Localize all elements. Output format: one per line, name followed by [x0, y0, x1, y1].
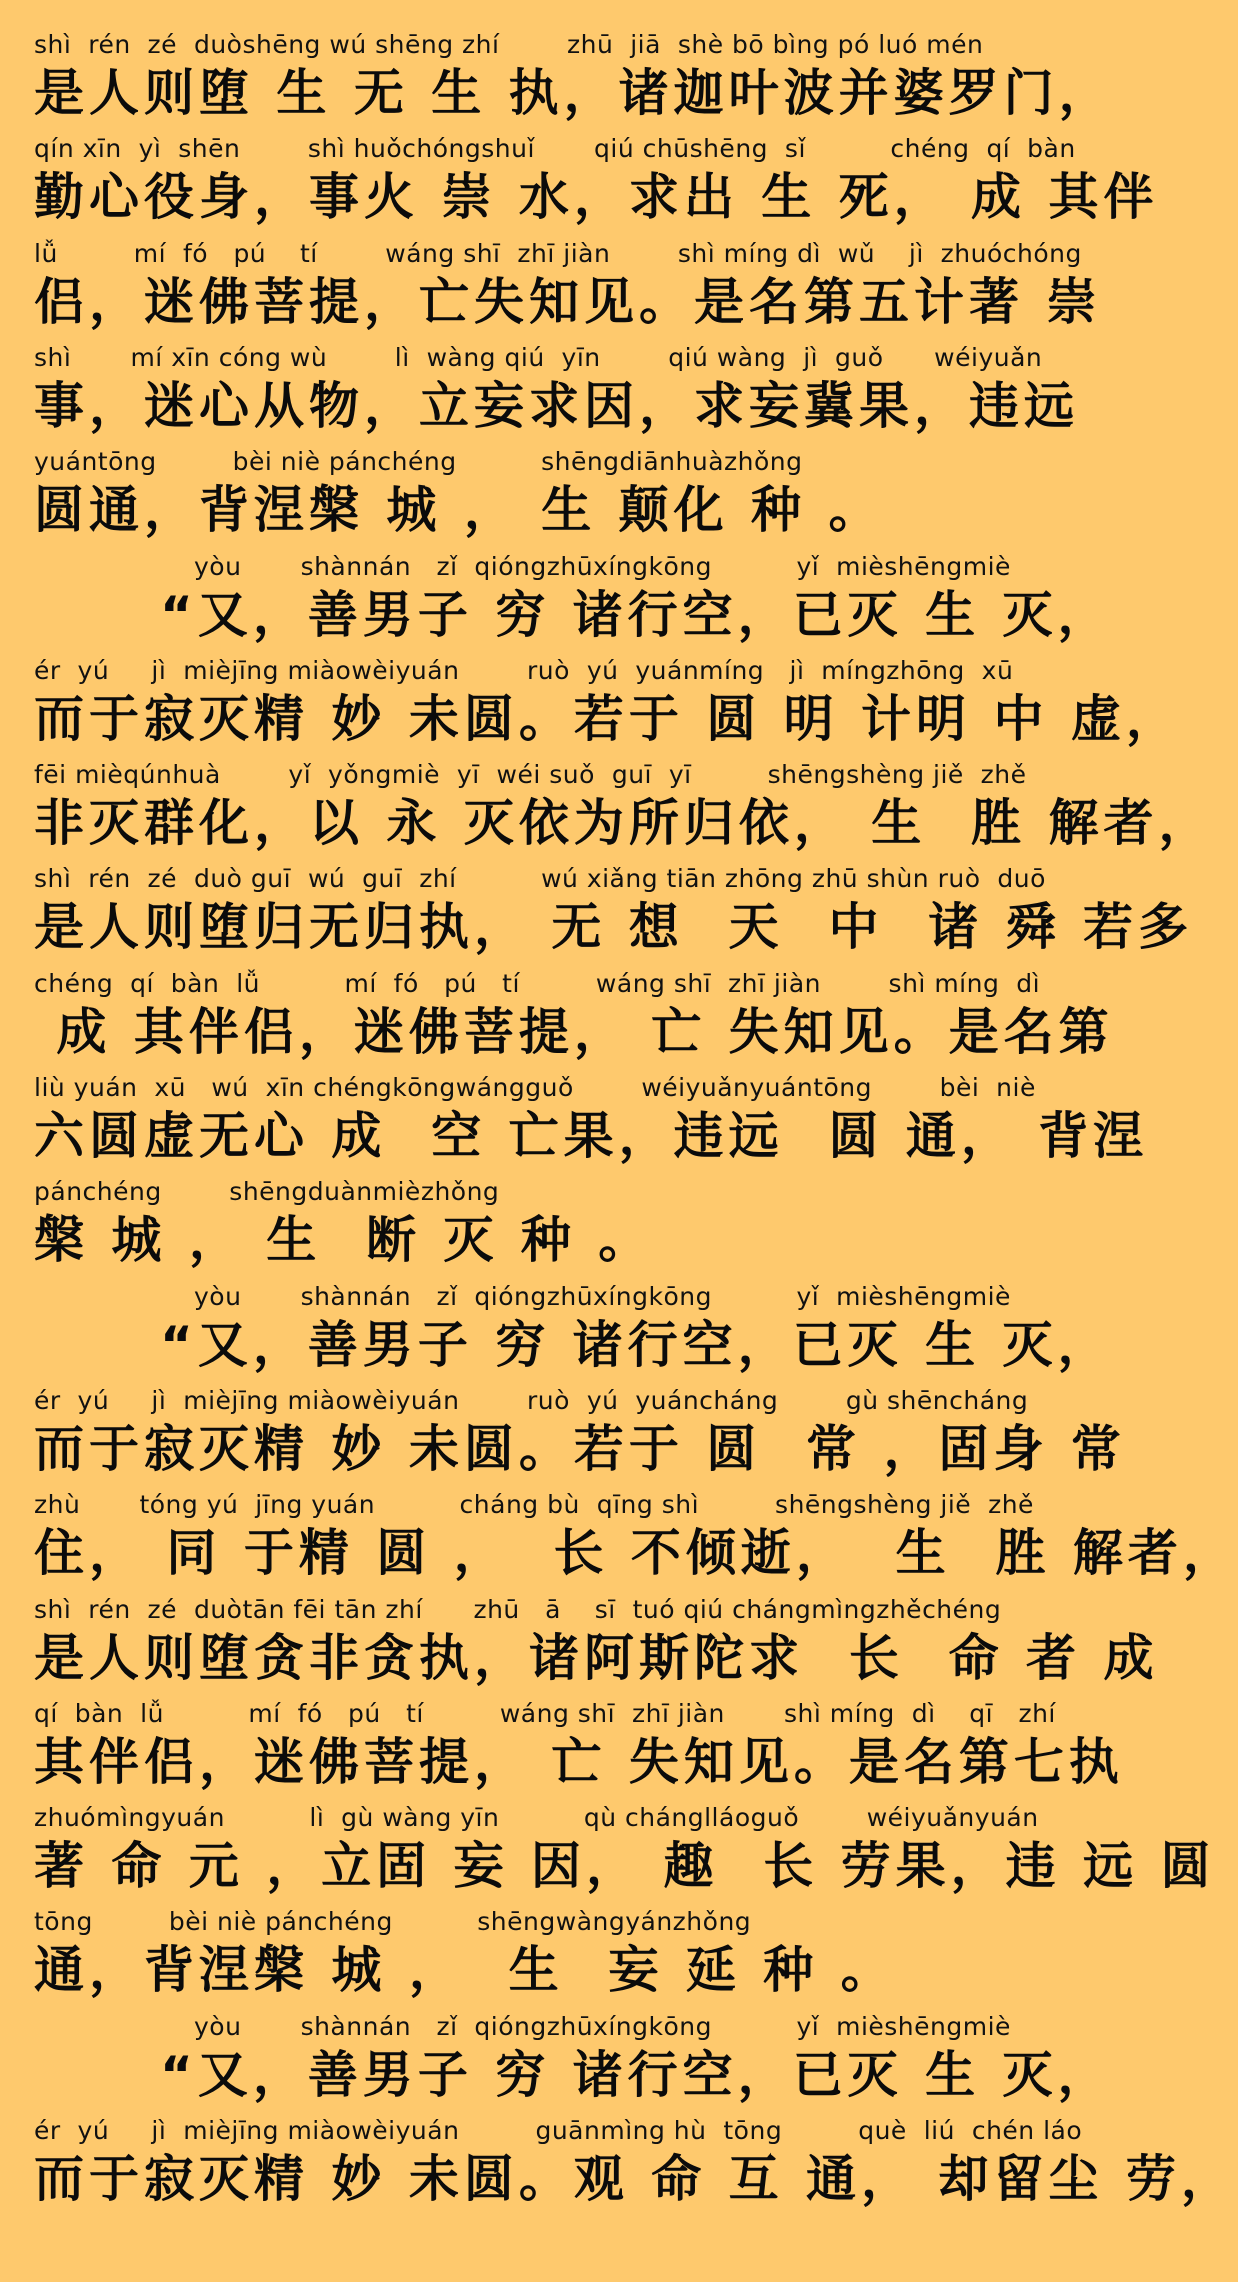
chinese-text: 侣，迷佛菩提，亡失知见。是名第五计著 崇 — [34, 272, 1102, 331]
chinese-text: 是人则堕贪非贪执，诸阿斯陀求 长 命 者 成 — [34, 1628, 1159, 1687]
pinyin-annotation: lǚ mí fó pú tí wáng shī zhī jiàn shì míng dì wǔ jì zhuóchóng — [34, 238, 1082, 268]
verse-line — [34, 968, 1114, 1074]
chinese-text: 而于寂灭精 妙 未圆。观 命 互 通， 却留尘 劳， — [34, 2150, 1236, 2208]
pinyin-annotation: liù yuán xū wú xīn chéngkōngwángguǒ wéiyuǎnyuántōng bèi niè — [34, 1073, 1036, 1102]
pinyin-annotation: tōng bèi niè pánchéng shēngwàngyánzhǒng — [34, 1907, 752, 1937]
verse-line — [34, 238, 1102, 344]
verse-line — [34, 1385, 1126, 1491]
pinyin-annotation: fēi mièqúnhuà yǐ yǒngmiè yī wéi suǒ guī yī shēngshèng jiě zhě — [34, 760, 1027, 790]
verse-line — [34, 1907, 1054, 2012]
chinese-text: 六圆虚无心 成 空 亡果，违远 圆 通， 背涅 — [34, 1107, 1149, 1165]
chinese-text: 而于寂灭精 妙 未圆。若于 圆 明 计明 中 虚， — [34, 689, 1181, 748]
pinyin-annotation: shì rén zé duò guī wú guī zhí wú xiǎng tiān zhōng zhū shùn ruò duō — [34, 864, 1046, 894]
verse-line — [34, 2116, 1236, 2221]
verse-line — [34, 1803, 1216, 1908]
verse-line — [34, 864, 1194, 969]
chinese-text: 著 命 元 ，立固 妄 因， 趣 长 劳果，违 远 圆 — [34, 1837, 1216, 1896]
verse-line — [34, 342, 1079, 448]
chinese-text: 而于寂灭精 妙 未圆。若于 圆 常 ，固身 常 — [34, 1419, 1126, 1478]
pinyin-annotation: pánchéng shēngduànmièzhǒng — [34, 1177, 500, 1207]
verse-line — [34, 1594, 1159, 1700]
chinese-text: 住， 同 于精 圆 ， 长 不倾逝， 生 胜 解者， — [34, 1524, 1238, 1583]
chinese-text: 通，背涅槃 城 ， 生 妄 延 种 。 — [34, 1941, 896, 2000]
pinyin-annotation: qí bàn lǚ mí fó pú tí wáng shī zhī jiàn shì míng dì qī zhí — [34, 1698, 1056, 1728]
chinese-text: “又，善男子 穷 诸行空，已灭 生 灭， — [160, 585, 1113, 644]
pinyin-annotation: yòu shànnán zǐ qióngzhūxíngkōng yǐ mièshēngmiè — [194, 1281, 1011, 1311]
chinese-text: 勤心役身，事火 崇 水，求出 生 死， 成 其伴 — [34, 168, 1159, 227]
verse-line — [34, 1490, 1238, 1595]
pinyin-annotation: shì mí xīn cóng wù lì wàng qiú yīn qiú wàng jì guǒ wéiyuǎn — [34, 342, 1043, 372]
pinyin-annotation: qín xīn yì shēn shì huǒchóngshuǐ qiú chūshēng sǐ chéng qí bàn — [34, 134, 1076, 164]
pinyin-annotation: yuántōng bèi niè pánchéng shēngdiānhuàzhǒng — [34, 447, 803, 477]
verse-line — [34, 760, 1214, 865]
chinese-text: 圆通，背涅槃 城 ， 生 颠化 种 。 — [34, 481, 884, 540]
chinese-text: 事，迷心从物，立妄求因，求妄冀果，违远 — [34, 376, 1079, 435]
pinyin-annotation: ér yú jì mièjīng miàowèiyuán ruò yú yuáncháng gù shēncháng — [34, 1385, 1029, 1415]
chinese-text: 其伴侣，迷佛菩提， 亡 失知见。是名第七执 — [34, 1732, 1124, 1791]
chinese-text: 是人则堕 生 无 生 执，诸迦叶波并婆罗门， — [34, 64, 1114, 122]
pinyin-annotation: ér yú jì mièjīng miàowèiyuán ruò yú yuánmíng jì míngzhōng xū — [34, 655, 1014, 685]
verse-line — [34, 447, 1054, 552]
pinyin-annotation: ér yú jì mièjīng miàowèiyuán guānmìng hù tōng què liú chén láo — [34, 2116, 1083, 2145]
verse-line — [34, 134, 1159, 239]
verse-line — [34, 2011, 1113, 2117]
pinyin-annotation: yòu shànnán zǐ qióngzhūxíngkōng yǐ mièshēngmiè — [194, 2011, 1011, 2041]
verse-line — [34, 1698, 1124, 1804]
verse-line — [34, 1281, 1113, 1387]
pinyin-annotation: yòu shànnán zǐ qióngzhūxíngkōng yǐ mièshēngmiè — [194, 551, 1011, 581]
verse-line — [34, 655, 1181, 761]
pinyin-annotation: chéng qí bàn lǚ mí fó pú tí wáng shī zhī jiàn shì míng dì — [34, 968, 1041, 998]
pinyin-annotation: shì rén zé duòshēng wú shēng zhí zhū jiā shè bō bìng pó luó mén — [34, 30, 984, 59]
chinese-text: 槃 城 ， 生 断 灭 种 。 — [34, 1211, 654, 1270]
verse-line — [34, 1073, 1149, 1178]
pinyin-annotation: zhù tóng yú jīng yuán cháng bù qīng shì shēngshèng jiě zhě — [34, 1490, 1034, 1520]
chinese-text: “又，善男子 穷 诸行空，已灭 生 灭， — [160, 2045, 1113, 2104]
verse-line — [34, 30, 1114, 135]
pinyin-annotation: zhuómìngyuán lì gù wàng yīn qù chánglláoguǒ wéiyuǎnyuán — [34, 1803, 1039, 1833]
verse-line — [34, 1177, 1054, 1282]
verse-line — [34, 551, 1113, 657]
chinese-text: “又，善男子 穷 诸行空，已灭 生 灭， — [160, 1315, 1113, 1374]
chinese-text: 非灭群化，以 永 灭依为所归依， 生 胜 解者， — [34, 794, 1214, 853]
pinyin-annotation: shì rén zé duòtān fēi tān zhí zhū ā sī tuó qiú chángmìngzhěchéng — [34, 1594, 1002, 1624]
chinese-text: 是人则堕归无归执， 无 想 天 中 诸 舜 若多 — [34, 898, 1194, 957]
chinese-text: 成 其伴侣，迷佛菩提， 亡 失知见。是名第 — [34, 1002, 1114, 1061]
